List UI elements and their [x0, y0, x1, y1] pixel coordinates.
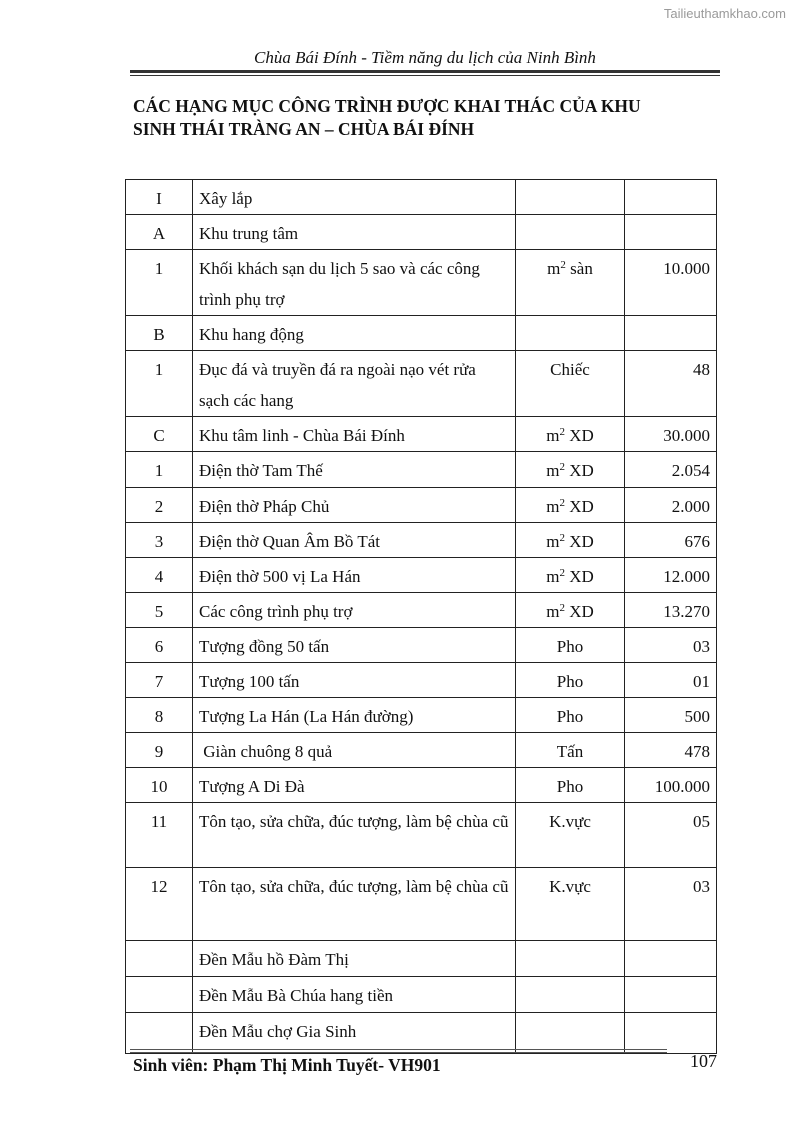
row-quantity: 2.054 [625, 452, 717, 488]
row-unit: $m^2$ XD [516, 488, 625, 523]
row-item: Điện thờ Tam Thế [193, 452, 516, 488]
row-item: Khối khách sạn du lịch 5 sao và các công trình phụ trợ [193, 250, 516, 316]
table-row [126, 593, 717, 628]
row-quantity: 30.000 [625, 417, 717, 452]
row-unit [516, 941, 625, 977]
row-unit: Pho [516, 768, 625, 803]
row-quantity [625, 941, 717, 977]
row-unit: $m^2$ XD [516, 558, 625, 593]
row-unit: $m^2$ XD [516, 452, 625, 488]
row-item: Các công trình phụ trợ [193, 593, 516, 628]
row-unit: $m^2$ XD [516, 417, 625, 452]
row-item: Giàn chuông 8 quả [193, 733, 516, 768]
row-item: Đền Mẫu Bà Chúa hang tiền [193, 977, 516, 1013]
row-quantity: 01 [625, 663, 717, 698]
table-row [126, 663, 717, 698]
row-quantity: 100.000 [625, 768, 717, 803]
footer-rule [130, 1049, 667, 1053]
table-row [126, 768, 717, 803]
table-row [126, 488, 717, 523]
table-row [126, 803, 717, 868]
row-quantity: 478 [625, 733, 717, 768]
table-row [126, 868, 717, 941]
row-unit: Pho [516, 698, 625, 733]
row-unit: Chiếc [516, 351, 625, 417]
footer-author: Sinh viên: Phạm Thị Minh Tuyết- VH901 [133, 1055, 441, 1075]
row-quantity: 2.000 [625, 488, 717, 523]
row-quantity: 48 [625, 351, 717, 417]
row-item: Đền Mẫu hồ Đàm Thị [193, 941, 516, 977]
row-unit: $m^2$ XD [516, 593, 625, 628]
row-unit: Tấn [516, 733, 625, 768]
row-number: B [126, 316, 193, 351]
table-row [126, 628, 717, 663]
row-unit: Pho [516, 628, 625, 663]
row-unit: K.vực [516, 868, 625, 941]
row-item: Tượng 100 tấn [193, 663, 516, 698]
row-item: Xây lắp [193, 180, 516, 215]
row-number: 12 [126, 868, 193, 941]
row-number: I [126, 180, 193, 215]
row-quantity [625, 316, 717, 351]
row-number [126, 1013, 193, 1054]
row-unit: Pho [516, 663, 625, 698]
row-number: 1 [126, 250, 193, 316]
page-number: 107 [690, 1051, 717, 1071]
row-quantity [625, 180, 717, 215]
table-row [126, 452, 717, 488]
row-quantity: 05 [625, 803, 717, 868]
watermark-text: Tailieuthamkhao.com [663, 6, 786, 21]
row-quantity: 500 [625, 698, 717, 733]
row-item: Đền Mẫu chợ Gia Sinh [193, 1013, 516, 1054]
works-table [125, 179, 717, 1054]
row-item: Tượng A Di Đà [193, 768, 516, 803]
row-number: C [126, 417, 193, 452]
row-quantity [625, 1013, 717, 1054]
row-item: Tôn tạo, sửa chữa, đúc tượng, làm bệ chùa cũ [193, 868, 516, 941]
row-quantity: 03 [625, 628, 717, 663]
table-row [126, 351, 717, 417]
row-number: 8 [126, 698, 193, 733]
section-title-line-2: SINH THÁI TRÀNG AN – CHÙA BÁI ĐÍNH [133, 119, 475, 139]
row-number: A [126, 215, 193, 250]
row-item: Tượng La Hán (La Hán đường) [193, 698, 516, 733]
row-item: Điện thờ 500 vị La Hán [193, 558, 516, 593]
row-number: 3 [126, 523, 193, 558]
row-unit [516, 180, 625, 215]
row-unit [516, 977, 625, 1013]
row-unit [516, 215, 625, 250]
row-item: Đục đá và truyền đá ra ngoài nạo vét rửa sạch các hang [193, 351, 516, 417]
table-row [126, 558, 717, 593]
row-quantity: 676 [625, 523, 717, 558]
row-number: 9 [126, 733, 193, 768]
row-quantity [625, 977, 717, 1013]
header-rule [130, 70, 720, 76]
row-unit [516, 1013, 625, 1054]
row-number: 1 [126, 452, 193, 488]
row-number: 1 [126, 351, 193, 417]
row-number: 11 [126, 803, 193, 868]
row-quantity: 13.270 [625, 593, 717, 628]
row-quantity: 03 [625, 868, 717, 941]
table-row [126, 523, 717, 558]
row-item: Điện thờ Quan Âm Bồ Tát [193, 523, 516, 558]
row-item: Khu hang động [193, 316, 516, 351]
row-number: 6 [126, 628, 193, 663]
table-row [126, 733, 717, 768]
table-row [126, 941, 717, 977]
table-row [126, 698, 717, 733]
row-number: 10 [126, 768, 193, 803]
table-row [126, 180, 717, 215]
row-number: 4 [126, 558, 193, 593]
row-number: 2 [126, 488, 193, 523]
table-row [126, 316, 717, 351]
running-header: Chùa Bái Đính - Tiềm năng du lịch của Ninh Bình [254, 48, 596, 67]
row-unit: $m^2$ XD [516, 523, 625, 558]
row-quantity: 12.000 [625, 558, 717, 593]
row-item: Khu tâm linh - Chùa Bái Đính [193, 417, 516, 452]
row-number: 5 [126, 593, 193, 628]
row-number: 7 [126, 663, 193, 698]
row-item: Tượng đồng 50 tấn [193, 628, 516, 663]
table-row [126, 977, 717, 1013]
row-item: Khu trung tâm [193, 215, 516, 250]
section-title-line-1: CÁC HẠNG MỤC CÔNG TRÌNH ĐƯỢC KHAI THÁC CỦA KHU [133, 96, 641, 116]
row-quantity [625, 215, 717, 250]
row-number [126, 941, 193, 977]
section-title [133, 95, 703, 141]
row-unit: $m^2$ sàn [516, 250, 625, 316]
table-row [126, 1013, 717, 1054]
table-row [126, 250, 717, 316]
row-item: Tôn tạo, sửa chữa, đúc tượng, làm bệ chùa cũ [193, 803, 516, 868]
row-unit [516, 316, 625, 351]
row-unit: K.vực [516, 803, 625, 868]
table-row [126, 215, 717, 250]
row-quantity: 10.000 [625, 250, 717, 316]
row-item: Điện thờ Pháp Chủ [193, 488, 516, 523]
row-number [126, 977, 193, 1013]
table-row [126, 417, 717, 452]
